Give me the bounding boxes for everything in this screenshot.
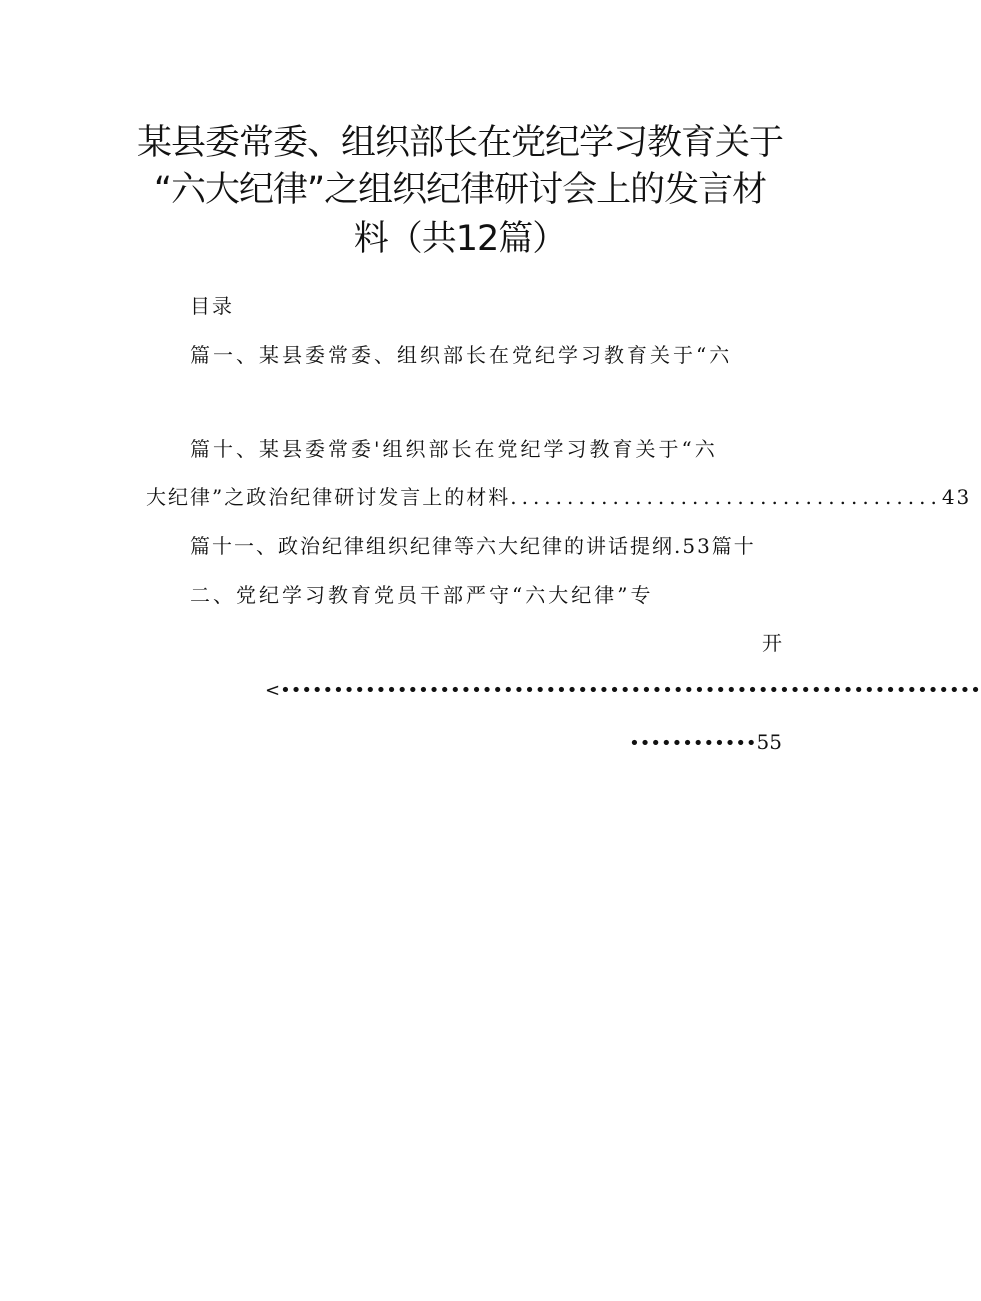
toc-item-12-line-2: 开: [762, 631, 782, 655]
toc-item-12-page-number: 55: [756, 730, 782, 754]
toc-item-12-leader-2: [629, 732, 782, 753]
toc-item-10-line-1[interactable]: 篇十、某县委常委'组织部长在党纪学习教育关于“六: [190, 437, 718, 461]
document-title-line-3: 料（共12篇）: [353, 219, 567, 259]
toc-item-1[interactable]: 篇一、某县委常委、组织部长在党纪学习教育关于“六: [190, 343, 733, 367]
toc-item-12-line-1[interactable]: 二、党纪学习教育党员干部严守“六大纪律”专: [190, 583, 654, 607]
toc-item-12-leader-dots: ••••••••••••: [629, 733, 757, 754]
toc-item-10-line-2[interactable]: [146, 485, 972, 509]
toc-item-10-page-number: 43: [941, 485, 972, 509]
toc-item-12-leader-1: <••••••••••••••••••••••••••••••••••••••••••••••••••••••••••••••••••: [265, 680, 981, 701]
toc-item-11[interactable]: 篇十一、政治纪律组织纪律等六大纪律的讲话提纲.53篇十: [190, 534, 756, 558]
toc-heading: 目录: [190, 294, 234, 318]
document-title-line-1: 某县委常委、组织部长在党纪学习教育关于: [136, 123, 783, 163]
toc-item-10-text: 大纪律”之政治纪律研讨发言上的材料: [146, 485, 511, 509]
toc-item-10-leader: ......................................: [510, 485, 942, 509]
document-title-line-2: “六大纪律”之组织纪律研讨会上的发言材: [153, 170, 767, 210]
